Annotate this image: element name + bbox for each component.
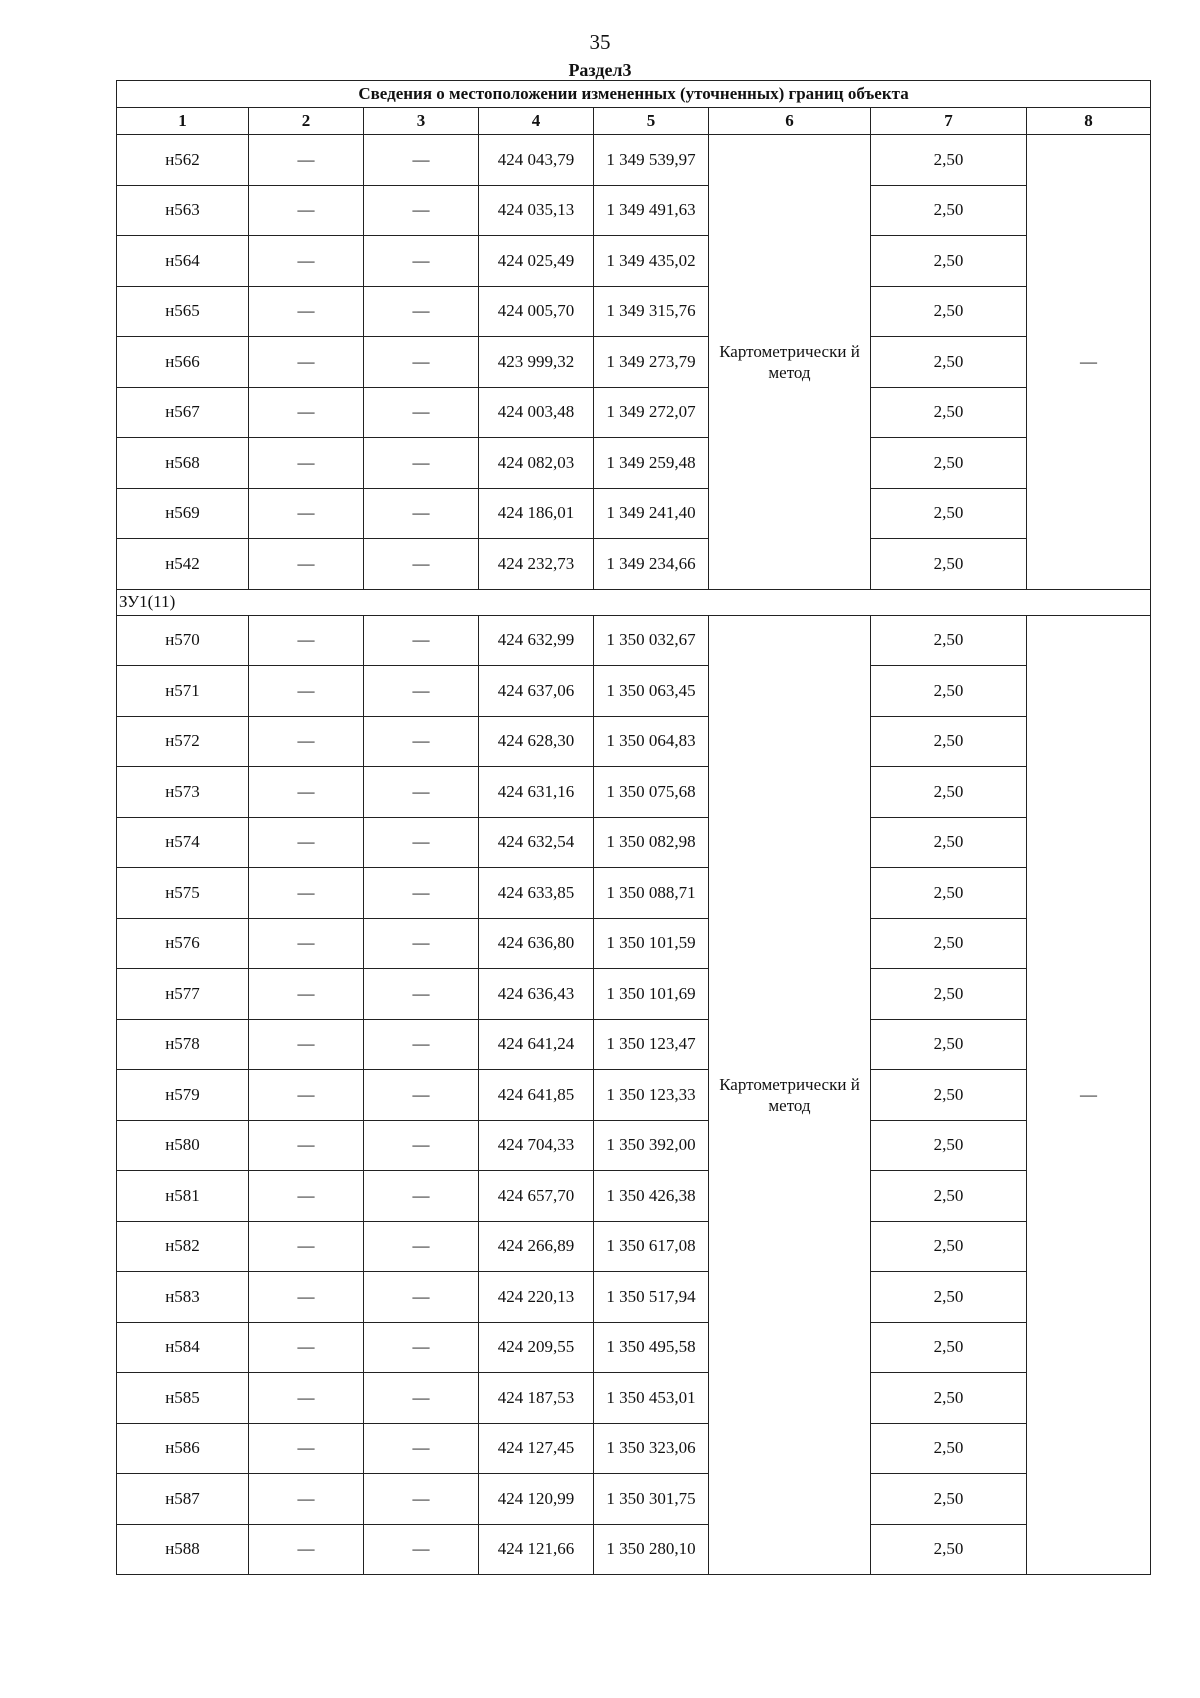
y-coordinate-cell: 1 350 082,98	[594, 817, 709, 868]
accuracy-cell: 2,50	[871, 236, 1027, 287]
x-coordinate-cell: 424 127,45	[479, 1423, 594, 1474]
column-3-cell: —	[364, 918, 479, 969]
point-number-cell: н574	[117, 817, 249, 868]
column-3-cell: —	[364, 539, 479, 590]
x-coordinate-cell: 424 005,70	[479, 286, 594, 337]
group-header-row	[117, 589, 1151, 615]
table-row	[117, 615, 1151, 666]
column-number: 2	[249, 108, 364, 135]
column-3-cell: —	[364, 666, 479, 717]
column-2-cell: —	[249, 135, 364, 186]
point-number-cell: н579	[117, 1070, 249, 1121]
table-row	[117, 1171, 1151, 1222]
x-coordinate-cell: 424 186,01	[479, 488, 594, 539]
table-row	[117, 1322, 1151, 1373]
accuracy-cell: 2,50	[871, 135, 1027, 186]
point-number-cell: н586	[117, 1423, 249, 1474]
accuracy-cell: 2,50	[871, 868, 1027, 919]
column-2-cell: —	[249, 767, 364, 818]
column-2-cell: —	[249, 1070, 364, 1121]
y-coordinate-cell: 1 349 539,97	[594, 135, 709, 186]
column-2-cell: —	[249, 1474, 364, 1525]
table-row	[117, 1474, 1151, 1525]
accuracy-cell: 2,50	[871, 716, 1027, 767]
column-8-cell: —	[1027, 615, 1151, 1575]
column-2-cell: —	[249, 716, 364, 767]
column-3-cell: —	[364, 1524, 479, 1575]
column-3-cell: —	[364, 488, 479, 539]
x-coordinate-cell: 424 082,03	[479, 438, 594, 489]
accuracy-cell: 2,50	[871, 1373, 1027, 1424]
column-2-cell: —	[249, 488, 364, 539]
accuracy-cell: 2,50	[871, 1221, 1027, 1272]
table-row	[117, 767, 1151, 818]
point-number-cell: н585	[117, 1373, 249, 1424]
point-number-cell: н588	[117, 1524, 249, 1575]
column-2-cell: —	[249, 1221, 364, 1272]
column-3-cell: —	[364, 1423, 479, 1474]
table-row	[117, 666, 1151, 717]
y-coordinate-cell: 1 349 272,07	[594, 387, 709, 438]
table-row	[117, 236, 1151, 287]
x-coordinate-cell: 424 636,43	[479, 969, 594, 1020]
column-2-cell: —	[249, 1171, 364, 1222]
x-coordinate-cell: 424 657,70	[479, 1171, 594, 1222]
x-coordinate-cell: 424 187,53	[479, 1373, 594, 1424]
accuracy-cell: 2,50	[871, 1322, 1027, 1373]
x-coordinate-cell: 424 266,89	[479, 1221, 594, 1272]
x-coordinate-cell: 424 043,79	[479, 135, 594, 186]
table-row	[117, 1019, 1151, 1070]
point-number-cell: н569	[117, 488, 249, 539]
point-number-cell: н578	[117, 1019, 249, 1070]
column-3-cell: —	[364, 615, 479, 666]
table-row	[117, 387, 1151, 438]
column-number: 6	[709, 108, 871, 135]
column-2-cell: —	[249, 286, 364, 337]
table-row	[117, 1373, 1151, 1424]
point-number-cell: н563	[117, 185, 249, 236]
column-3-cell: —	[364, 1120, 479, 1171]
table-row	[117, 1272, 1151, 1323]
table-row	[117, 1524, 1151, 1575]
column-2-cell: —	[249, 1423, 364, 1474]
accuracy-cell: 2,50	[871, 1070, 1027, 1121]
column-2-cell: —	[249, 918, 364, 969]
table-caption: Сведения о местоположении измененных (уточненных) границ объекта	[117, 81, 1151, 108]
accuracy-cell: 2,50	[871, 488, 1027, 539]
column-3-cell: —	[364, 767, 479, 818]
y-coordinate-cell: 1 349 259,48	[594, 438, 709, 489]
column-2-cell: —	[249, 1373, 364, 1424]
table-row	[117, 1423, 1151, 1474]
x-coordinate-cell: 424 120,99	[479, 1474, 594, 1525]
y-coordinate-cell: 1 350 517,94	[594, 1272, 709, 1323]
accuracy-cell: 2,50	[871, 337, 1027, 388]
accuracy-cell: 2,50	[871, 1120, 1027, 1171]
table-row	[117, 185, 1151, 236]
x-coordinate-cell: 424 637,06	[479, 666, 594, 717]
column-number: 7	[871, 108, 1027, 135]
column-3-cell: —	[364, 387, 479, 438]
accuracy-cell: 2,50	[871, 615, 1027, 666]
column-2-cell: —	[249, 337, 364, 388]
x-coordinate-cell: 424 633,85	[479, 868, 594, 919]
section-title: Раздел3	[568, 60, 632, 80]
y-coordinate-cell: 1 350 301,75	[594, 1474, 709, 1525]
column-3-cell: —	[364, 1322, 479, 1373]
point-number-cell: н587	[117, 1474, 249, 1525]
point-number-cell: н576	[117, 918, 249, 969]
accuracy-cell: 2,50	[871, 539, 1027, 590]
point-number-cell: н566	[117, 337, 249, 388]
x-coordinate-cell: 424 636,80	[479, 918, 594, 969]
x-coordinate-cell: 424 632,54	[479, 817, 594, 868]
table-row	[117, 539, 1151, 590]
table-row	[117, 918, 1151, 969]
column-2-cell: —	[249, 1019, 364, 1070]
y-coordinate-cell: 1 350 392,00	[594, 1120, 709, 1171]
y-coordinate-cell: 1 350 617,08	[594, 1221, 709, 1272]
column-2-cell: —	[249, 1120, 364, 1171]
point-number-cell: н567	[117, 387, 249, 438]
column-3-cell: —	[364, 969, 479, 1020]
x-coordinate-cell: 424 025,49	[479, 236, 594, 287]
y-coordinate-cell: 1 349 273,79	[594, 337, 709, 388]
boundary-table	[116, 80, 1151, 1575]
table-row	[117, 969, 1151, 1020]
x-coordinate-cell: 424 003,48	[479, 387, 594, 438]
column-2-cell: —	[249, 969, 364, 1020]
column-3-cell: —	[364, 1171, 479, 1222]
point-number-cell: н584	[117, 1322, 249, 1373]
x-coordinate-cell: 424 035,13	[479, 185, 594, 236]
column-number: 3	[364, 108, 479, 135]
table-body	[117, 135, 1151, 1575]
y-coordinate-cell: 1 349 241,40	[594, 488, 709, 539]
point-number-cell: н571	[117, 666, 249, 717]
accuracy-cell: 2,50	[871, 387, 1027, 438]
accuracy-cell: 2,50	[871, 1272, 1027, 1323]
table-row	[117, 135, 1151, 186]
column-8-cell: —	[1027, 135, 1151, 590]
column-3-cell: —	[364, 868, 479, 919]
column-3-cell: —	[364, 236, 479, 287]
accuracy-cell: 2,50	[871, 817, 1027, 868]
accuracy-cell: 2,50	[871, 969, 1027, 1020]
column-2-cell: —	[249, 539, 364, 590]
table-row	[117, 337, 1151, 388]
column-3-cell: —	[364, 1474, 479, 1525]
column-number: 4	[479, 108, 594, 135]
y-coordinate-cell: 1 350 426,38	[594, 1171, 709, 1222]
accuracy-cell: 2,50	[871, 1171, 1027, 1222]
column-2-cell: —	[249, 868, 364, 919]
method-cell: Картометрически й метод	[709, 615, 871, 1575]
column-3-cell: —	[364, 817, 479, 868]
column-2-cell: —	[249, 1524, 364, 1575]
column-3-cell: —	[364, 286, 479, 337]
point-number-cell: н583	[117, 1272, 249, 1323]
accuracy-cell: 2,50	[871, 438, 1027, 489]
point-number-cell: н570	[117, 615, 249, 666]
column-2-cell: —	[249, 438, 364, 489]
accuracy-cell: 2,50	[871, 1524, 1027, 1575]
y-coordinate-cell: 1 350 088,71	[594, 868, 709, 919]
x-coordinate-cell: 424 220,13	[479, 1272, 594, 1323]
y-coordinate-cell: 1 350 075,68	[594, 767, 709, 818]
column-3-cell: —	[364, 1221, 479, 1272]
column-2-cell: —	[249, 185, 364, 236]
column-number-row	[117, 108, 1151, 135]
point-number-cell: н580	[117, 1120, 249, 1171]
y-coordinate-cell: 1 350 323,06	[594, 1423, 709, 1474]
column-2-cell: —	[249, 615, 364, 666]
accuracy-cell: 2,50	[871, 1423, 1027, 1474]
x-coordinate-cell: 424 632,99	[479, 615, 594, 666]
table-row	[117, 286, 1151, 337]
column-3-cell: —	[364, 337, 479, 388]
x-coordinate-cell: 424 121,66	[479, 1524, 594, 1575]
accuracy-cell: 2,50	[871, 1019, 1027, 1070]
table-row	[117, 716, 1151, 767]
point-number-cell: н564	[117, 236, 249, 287]
y-coordinate-cell: 1 349 435,02	[594, 236, 709, 287]
point-number-cell: н562	[117, 135, 249, 186]
column-2-cell: —	[249, 1322, 364, 1373]
y-coordinate-cell: 1 349 234,66	[594, 539, 709, 590]
point-number-cell: н542	[117, 539, 249, 590]
point-number-cell: н568	[117, 438, 249, 489]
point-number-cell: н581	[117, 1171, 249, 1222]
point-number-cell: н572	[117, 716, 249, 767]
x-coordinate-cell: 424 209,55	[479, 1322, 594, 1373]
y-coordinate-cell: 1 350 123,47	[594, 1019, 709, 1070]
accuracy-cell: 2,50	[871, 666, 1027, 717]
column-number: 5	[594, 108, 709, 135]
point-number-cell: н582	[117, 1221, 249, 1272]
column-number: 8	[1027, 108, 1151, 135]
table-row	[117, 868, 1151, 919]
x-coordinate-cell: 424 628,30	[479, 716, 594, 767]
column-2-cell: —	[249, 387, 364, 438]
y-coordinate-cell: 1 350 101,69	[594, 969, 709, 1020]
x-coordinate-cell: 424 704,33	[479, 1120, 594, 1171]
y-coordinate-cell: 1 350 453,01	[594, 1373, 709, 1424]
point-number-cell: н573	[117, 767, 249, 818]
page-number: 35	[589, 30, 611, 54]
x-coordinate-cell: 424 641,85	[479, 1070, 594, 1121]
column-2-cell: —	[249, 817, 364, 868]
point-number-cell: н577	[117, 969, 249, 1020]
y-coordinate-cell: 1 349 491,63	[594, 185, 709, 236]
x-coordinate-cell: 424 641,24	[479, 1019, 594, 1070]
y-coordinate-cell: 1 350 123,33	[594, 1070, 709, 1121]
column-3-cell: —	[364, 1373, 479, 1424]
table-row	[117, 438, 1151, 489]
y-coordinate-cell: 1 350 032,67	[594, 615, 709, 666]
column-3-cell: —	[364, 1272, 479, 1323]
column-3-cell: —	[364, 716, 479, 767]
group-label: ЗУ1(11)	[117, 589, 1151, 615]
x-coordinate-cell: 424 631,16	[479, 767, 594, 818]
y-coordinate-cell: 1 350 280,10	[594, 1524, 709, 1575]
accuracy-cell: 2,50	[871, 1474, 1027, 1525]
column-3-cell: —	[364, 1070, 479, 1121]
table-row	[117, 817, 1151, 868]
point-number-cell: н565	[117, 286, 249, 337]
table-row	[117, 488, 1151, 539]
x-coordinate-cell: 423 999,32	[479, 337, 594, 388]
method-cell: Картометрически й метод	[709, 135, 871, 590]
table-row	[117, 1120, 1151, 1171]
column-3-cell: —	[364, 1019, 479, 1070]
column-2-cell: —	[249, 666, 364, 717]
table-row	[117, 1070, 1151, 1121]
column-2-cell: —	[249, 1272, 364, 1323]
y-coordinate-cell: 1 350 064,83	[594, 716, 709, 767]
y-coordinate-cell: 1 350 101,59	[594, 918, 709, 969]
column-3-cell: —	[364, 438, 479, 489]
accuracy-cell: 2,50	[871, 767, 1027, 818]
accuracy-cell: 2,50	[871, 286, 1027, 337]
y-coordinate-cell: 1 349 315,76	[594, 286, 709, 337]
table-row	[117, 1221, 1151, 1272]
column-3-cell: —	[364, 185, 479, 236]
y-coordinate-cell: 1 350 495,58	[594, 1322, 709, 1373]
accuracy-cell: 2,50	[871, 185, 1027, 236]
x-coordinate-cell: 424 232,73	[479, 539, 594, 590]
y-coordinate-cell: 1 350 063,45	[594, 666, 709, 717]
column-3-cell: —	[364, 135, 479, 186]
point-number-cell: н575	[117, 868, 249, 919]
column-2-cell: —	[249, 236, 364, 287]
accuracy-cell: 2,50	[871, 918, 1027, 969]
column-number: 1	[117, 108, 249, 135]
